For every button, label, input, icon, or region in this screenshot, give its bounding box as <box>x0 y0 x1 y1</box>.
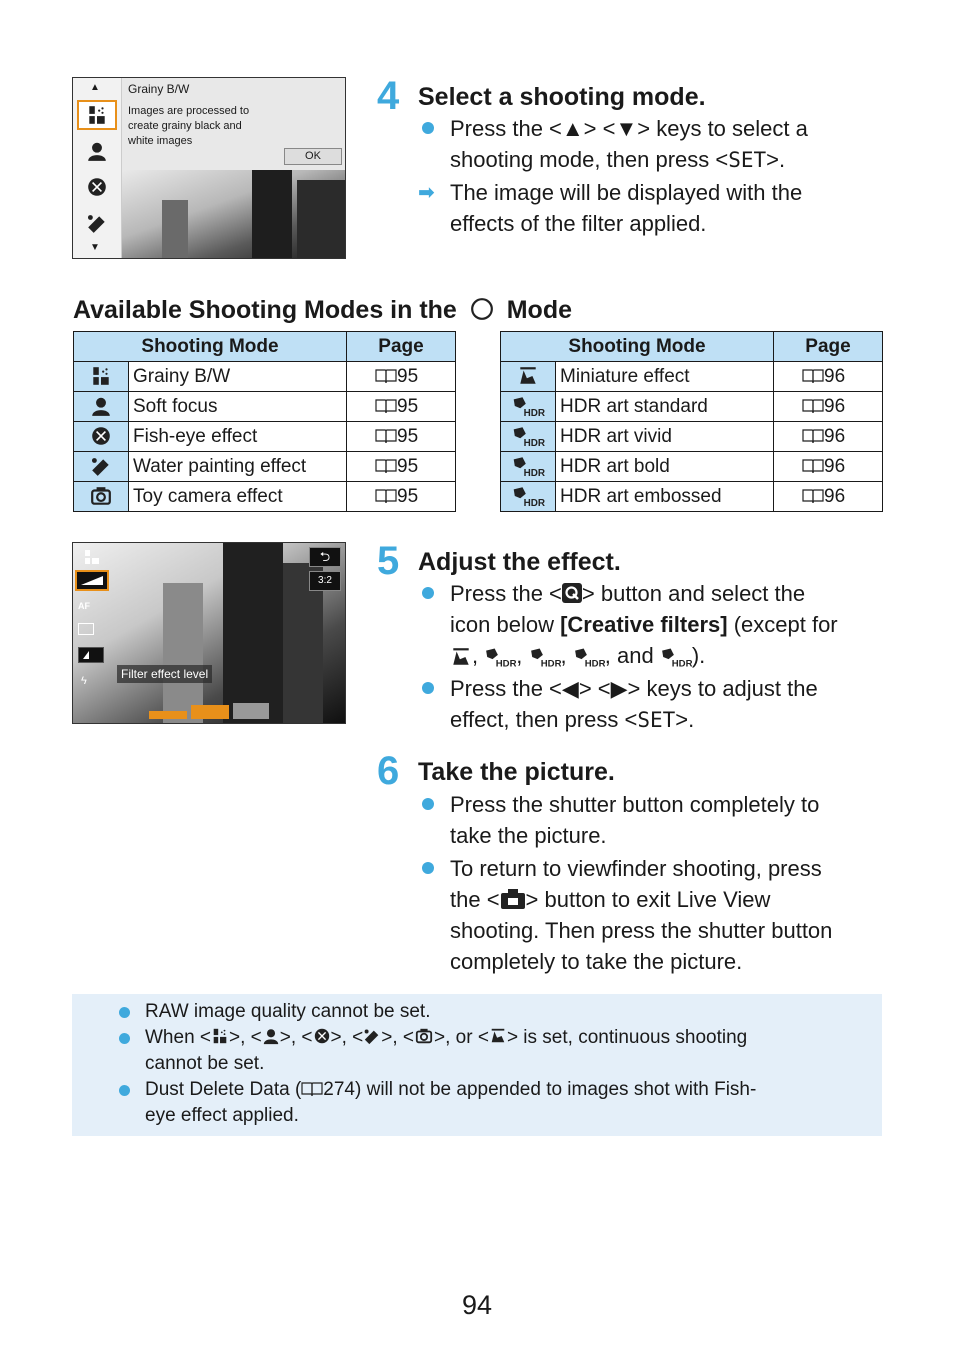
page-number: 94 <box>461 1290 493 1320</box>
table-row <box>74 482 456 512</box>
left-key-icon: ◀ <box>561 676 579 701</box>
step-number-4: 4 <box>377 74 400 118</box>
bullet-dot <box>422 798 434 810</box>
bullet-dot <box>422 122 434 134</box>
page-number-value: 96 <box>824 455 846 477</box>
page-reference-icon <box>802 368 824 384</box>
grainy-bw-icon <box>211 1027 229 1045</box>
mode-icon-cell <box>74 392 129 422</box>
hdr-standard-icon <box>511 395 545 417</box>
bullet-dot <box>422 587 434 599</box>
page-number-value: 96 <box>824 395 846 417</box>
miniature-icon <box>450 646 472 668</box>
step-4-bullet-1: Press the <▲> <▼> keys to select a shooting mode, then press <SET>. <box>450 116 808 172</box>
mode-sidebar <box>73 78 122 258</box>
section-heading: Available Shooting Modes in the Mode <box>73 296 573 324</box>
water-painting-icon <box>363 1027 381 1045</box>
step-number-5: 5 <box>377 539 400 583</box>
step-6-bullet-1: Press the shutter button completely to take the picture. <box>450 792 820 848</box>
hdr-embossed-icon <box>511 485 545 507</box>
step-6-bullet-2: To return to viewfinder shooting, press the < > button to exit Live View shooting. Then press the shutter button completely to take the picture. <box>450 856 833 974</box>
page-ref-cell <box>774 482 883 512</box>
mode-icon-cell <box>74 422 129 452</box>
caution-box <box>72 994 882 1136</box>
mode-name-cell: HDR art bold <box>556 452 774 482</box>
mode-icon-cell <box>501 452 556 482</box>
drive-mode-icon[interactable] <box>78 623 94 635</box>
hdr-vivid-icon <box>529 646 561 668</box>
hdr-standard-icon <box>484 646 516 668</box>
mode-name-cell: Grainy B/W <box>129 362 347 392</box>
grainy-bw-icon <box>86 104 108 126</box>
miniature-icon <box>489 1027 507 1045</box>
preview-photo <box>122 170 345 258</box>
level-segment <box>149 711 187 719</box>
page-reference-icon <box>375 458 397 474</box>
toy-camera-icon <box>89 485 113 507</box>
page-reference-icon <box>301 1081 323 1097</box>
table-row <box>74 452 456 482</box>
back-button[interactable]: ⮌ <box>309 547 341 567</box>
page-ref-cell <box>774 422 883 452</box>
bullet-dot <box>119 1085 130 1096</box>
hdr-vivid-icon <box>511 425 545 447</box>
fish-eye-icon <box>313 1027 331 1045</box>
mode-description: Images are processed to create grainy black and white images <box>128 105 250 147</box>
table-row <box>501 422 883 452</box>
scroll-down-icon[interactable]: ▼ <box>90 242 100 253</box>
mode-name-cell: Water painting effect <box>129 452 347 482</box>
page-reference-icon <box>375 368 397 384</box>
grainy-bw-icon[interactable] <box>83 548 101 571</box>
q-button-icon <box>562 583 582 603</box>
page-number-value: 96 <box>824 425 846 447</box>
live-view-left-menu <box>73 543 113 723</box>
bullet-dot <box>422 682 434 694</box>
result-arrow-icon: ➡ <box>418 182 435 204</box>
table-row <box>501 392 883 422</box>
page-ref-cell <box>347 482 456 512</box>
caution-note-3: Dust Delete Data ( 274) will not be appended to images shot with Fish- eye effect applied. <box>145 1079 757 1126</box>
page-reference-icon <box>802 398 824 414</box>
camera-live-view-icon <box>500 888 526 910</box>
effect-level-icon[interactable] <box>75 570 109 591</box>
mode-icon-cell <box>74 362 129 392</box>
mode-name-cell: HDR art standard <box>556 392 774 422</box>
page-number-value: 95 <box>397 365 419 387</box>
hdr-bold-icon <box>573 646 605 668</box>
page-ref-cell <box>774 452 883 482</box>
table-row <box>74 362 456 392</box>
mode-icon-cell <box>74 452 129 482</box>
bullet-dot <box>119 1007 130 1018</box>
page-number-value: 95 <box>397 395 419 417</box>
column-header-page: Page <box>774 332 883 362</box>
step-6-title: Take the picture. <box>418 758 615 786</box>
aspect-ratio-badge: 3:2 <box>309 571 341 591</box>
mode-name-cell: Fish-eye effect <box>129 422 347 452</box>
grainy-bw-icon <box>90 365 112 387</box>
effect-level-slider[interactable] <box>149 703 269 719</box>
water-painting-icon <box>90 455 112 477</box>
mode-name-cell: Toy camera effect <box>129 482 347 512</box>
soft-focus-icon <box>262 1027 280 1045</box>
level-segment <box>233 703 269 719</box>
filter-effect-label: Filter effect level <box>117 665 212 683</box>
modes-table-left <box>73 331 456 512</box>
page-reference-icon <box>802 488 824 504</box>
table-row <box>501 452 883 482</box>
column-header-page: Page <box>347 332 456 362</box>
right-key-icon: ▶ <box>610 676 628 701</box>
mode-icon-cell <box>74 482 129 512</box>
fish-eye-icon <box>86 176 108 198</box>
step-5-title: Adjust the effect. <box>418 548 621 576</box>
page-number-value: 96 <box>824 365 846 387</box>
column-header-mode: Shooting Mode <box>501 332 774 362</box>
page-ref-cell <box>774 362 883 392</box>
page-number-value: 95 <box>397 455 419 477</box>
mode-name-cell: HDR art embossed <box>556 482 774 512</box>
page-number-value: 95 <box>397 425 419 447</box>
up-key-icon: ▲ <box>561 116 584 141</box>
mode-icon-cell <box>501 362 556 392</box>
image-quality-icon[interactable] <box>78 647 104 663</box>
page-reference-icon <box>802 428 824 444</box>
modes-table-right <box>500 331 883 512</box>
table-row <box>501 482 883 512</box>
mode-icon-cell <box>501 422 556 452</box>
page-ref-cell <box>347 362 456 392</box>
creative-filters-icon <box>470 297 494 321</box>
camera-screen-mode-select <box>72 77 346 259</box>
page-reference-icon <box>375 398 397 414</box>
live-view-photo <box>73 543 345 723</box>
page-reference-icon <box>802 458 824 474</box>
fish-eye-icon <box>90 425 112 447</box>
page-reference-icon <box>375 428 397 444</box>
water-painting-icon <box>86 212 108 234</box>
step-5-bullet-1: Press the < > button and select the icon below [Creative filters] (except for , , , , and ). <box>450 581 838 668</box>
mode-icon-cell <box>501 392 556 422</box>
scroll-up-icon[interactable]: ▲ <box>90 82 100 93</box>
caution-note-2: When < >, < >, < >, < >, < >, or < > is set, continuous shooting cannot be set. <box>145 1027 748 1074</box>
hdr-bold-icon <box>511 455 545 477</box>
mode-icon-cell <box>501 482 556 512</box>
table-row <box>74 422 456 452</box>
sidebar-item-soft-focus[interactable] <box>77 136 117 166</box>
toy-camera-icon <box>414 1027 434 1045</box>
mode-name-cell: Soft focus <box>129 392 347 422</box>
level-segment-selected <box>191 705 229 719</box>
mode-info-pane <box>122 78 345 170</box>
page-number-value: 96 <box>824 485 846 507</box>
sidebar-item-grainy-bw[interactable] <box>77 100 117 130</box>
bullet-dot <box>422 862 434 874</box>
af-method-icon[interactable]: AF <box>78 601 90 611</box>
soft-focus-icon <box>90 395 112 417</box>
mode-title: Grainy B/W <box>128 82 190 96</box>
camera-screen-live-view <box>72 542 346 724</box>
table-row <box>501 362 883 392</box>
down-key-icon: ▼ <box>615 116 638 141</box>
page-ref-cell <box>774 392 883 422</box>
sidebar-item-water-painting[interactable] <box>77 208 117 238</box>
flash-icon[interactable]: ϟ <box>81 675 87 687</box>
mode-name-cell: Miniature effect <box>556 362 774 392</box>
mode-name-cell: HDR art vivid <box>556 422 774 452</box>
page-ref-cell <box>347 422 456 452</box>
bullet-dot <box>119 1033 130 1044</box>
caution-note-1: RAW image quality cannot be set. <box>145 1001 431 1022</box>
page-number-value: 95 <box>397 485 419 507</box>
page-reference-icon <box>375 488 397 504</box>
hdr-embossed-icon <box>660 646 692 668</box>
set-key-label: SET <box>728 148 767 172</box>
step-number-6: 6 <box>377 749 400 793</box>
step-5-bullet-2: Press the <◀> <▶> keys to adjust the effect, then press <SET>. <box>450 676 818 732</box>
step-4-bullet-2: The image will be displayed with the effects of the filter applied. <box>450 180 803 236</box>
column-header-mode: Shooting Mode <box>74 332 347 362</box>
set-key-label: SET <box>637 708 676 732</box>
ok-button[interactable]: OK <box>284 148 342 165</box>
step-4-title: Select a shooting mode. <box>418 83 706 111</box>
table-row <box>74 392 456 422</box>
page-ref-cell <box>347 392 456 422</box>
sidebar-item-fish-eye[interactable] <box>77 172 117 202</box>
page-ref-cell <box>347 452 456 482</box>
soft-focus-icon <box>86 140 108 162</box>
miniature-icon <box>517 365 539 387</box>
